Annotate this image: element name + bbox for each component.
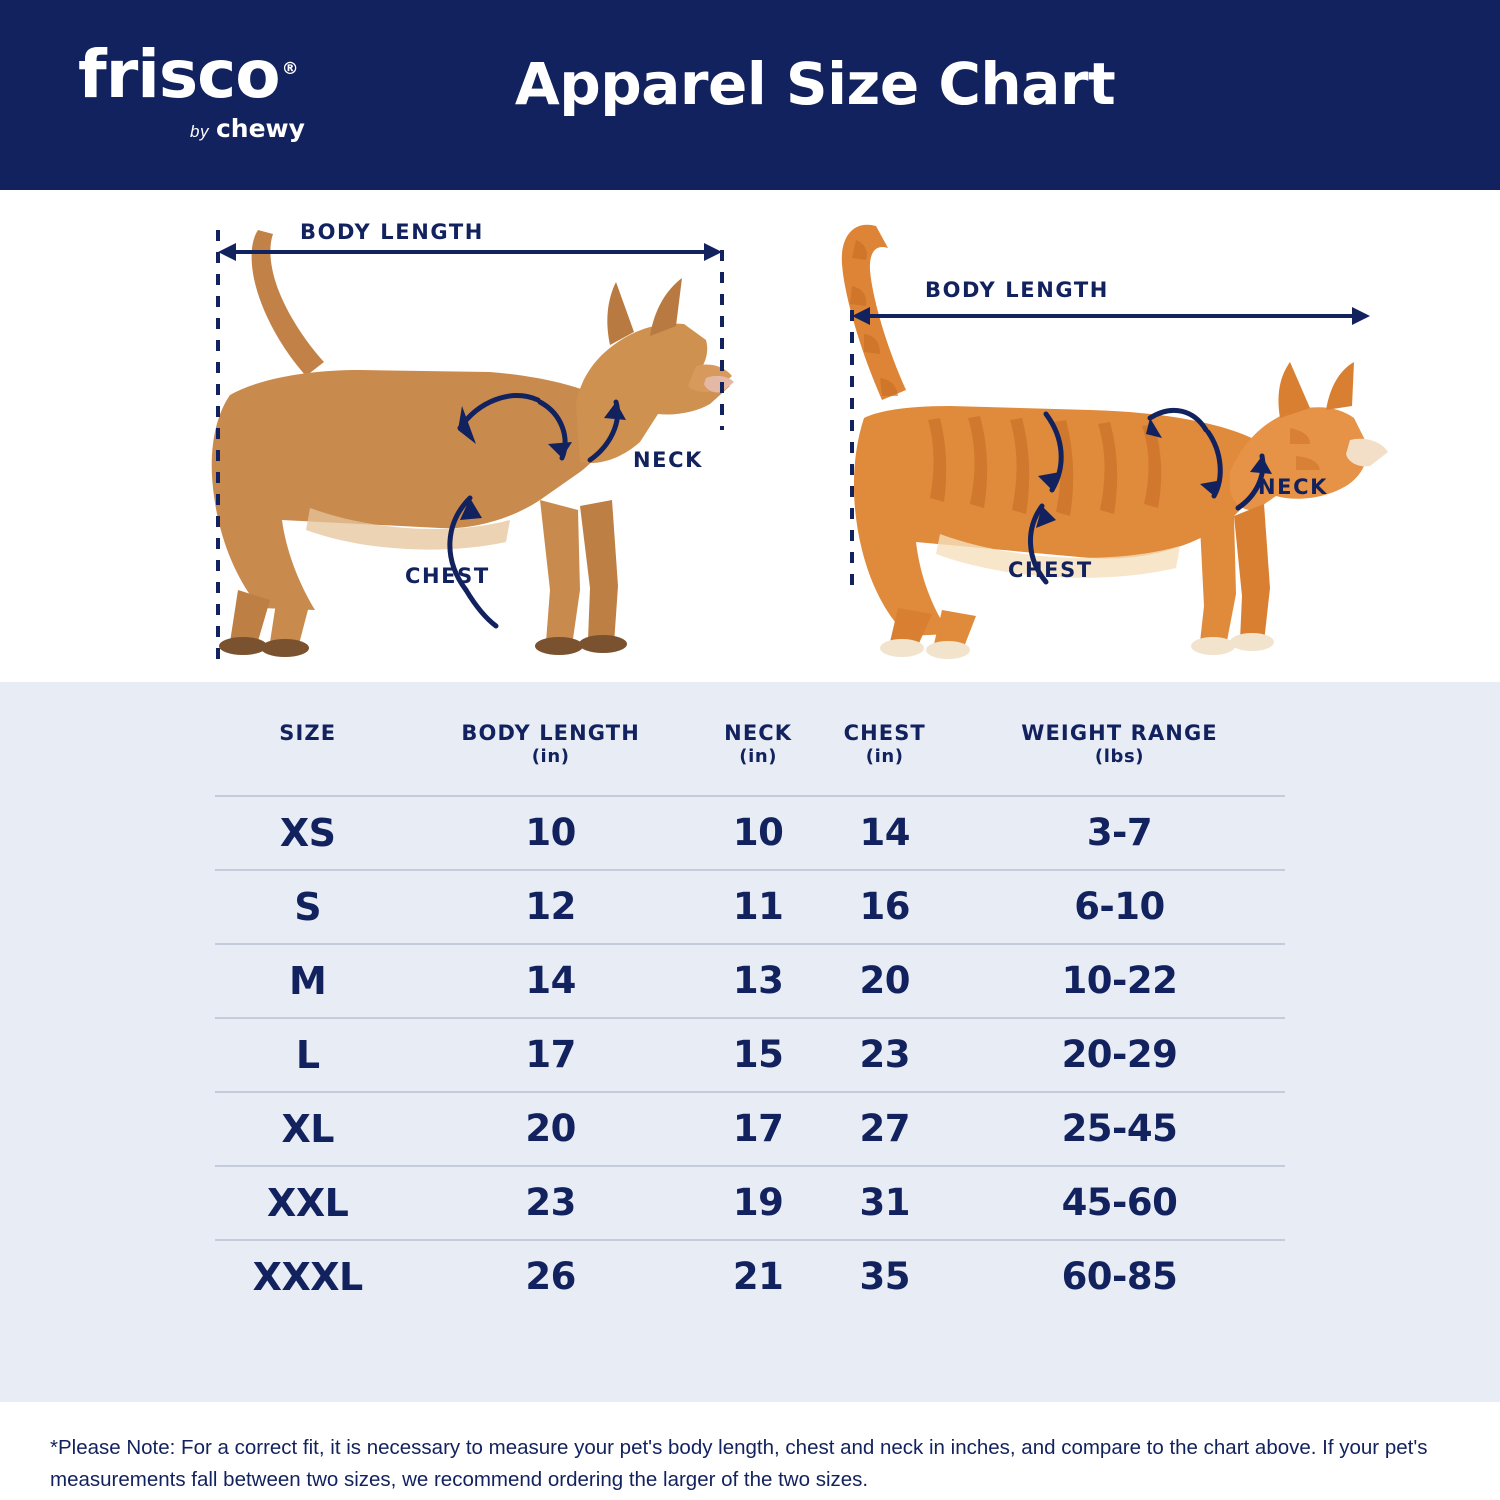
footnote: *Please Note: For a correct fit, it is necessary to measure your pet's body length, chest and neck in inches, and compare to the chart above. If your pet's measurements fall between two sizes, we recommend ordering the larger of the two sizes. bbox=[0, 1402, 1500, 1496]
logo-registered-mark: ® bbox=[281, 59, 298, 79]
cell-body-length: 20 bbox=[400, 1092, 701, 1166]
logo-by-text: by bbox=[190, 122, 209, 141]
table-row bbox=[215, 1018, 1285, 1092]
cell-size: L bbox=[215, 1018, 400, 1092]
cell-chest: 27 bbox=[815, 1092, 954, 1166]
table-row bbox=[215, 1166, 1285, 1240]
cat-figure-svg bbox=[790, 190, 1410, 682]
cell-body-length: 17 bbox=[400, 1018, 701, 1092]
column-unit-weight-range: (lbs) bbox=[1094, 746, 1145, 768]
size-table-section bbox=[0, 682, 1500, 1402]
logo-chewy-text: chewy bbox=[215, 114, 305, 143]
table-row bbox=[215, 870, 1285, 944]
column-header-body-length: BODY LENGTH (in) bbox=[400, 682, 701, 796]
cell-body-length: 23 bbox=[400, 1166, 701, 1240]
measurement-illustrations bbox=[0, 190, 1500, 682]
cell-weight: 20-29 bbox=[954, 1018, 1285, 1092]
cell-neck: 10 bbox=[701, 796, 816, 870]
cell-chest: 16 bbox=[815, 870, 954, 944]
cell-neck: 13 bbox=[701, 944, 816, 1018]
column-unit-chest: (in) bbox=[865, 746, 904, 768]
column-header-weight-range: WEIGHT RANGE (lbs) bbox=[954, 682, 1285, 796]
cell-weight: 3-7 bbox=[954, 796, 1285, 870]
cell-neck: 17 bbox=[701, 1092, 816, 1166]
cell-chest: 35 bbox=[815, 1240, 954, 1313]
table-row bbox=[215, 1240, 1285, 1313]
column-header-chest: CHEST (in) bbox=[815, 682, 954, 796]
cell-weight: 60-85 bbox=[954, 1240, 1285, 1313]
size-table-head bbox=[215, 682, 1285, 796]
cell-size: XS bbox=[215, 796, 400, 870]
cell-body-length: 10 bbox=[400, 796, 701, 870]
cell-body-length: 12 bbox=[400, 870, 701, 944]
dog-illustration bbox=[110, 190, 750, 682]
dog-neck-label: NECK bbox=[633, 448, 704, 472]
table-row bbox=[215, 796, 1285, 870]
cell-size: XL bbox=[215, 1092, 400, 1166]
column-header-neck: NECK (in) bbox=[701, 682, 816, 796]
cell-neck: 21 bbox=[701, 1240, 816, 1313]
cell-size: M bbox=[215, 944, 400, 1018]
cell-neck: 19 bbox=[701, 1166, 816, 1240]
size-table bbox=[215, 682, 1285, 1313]
cell-neck: 15 bbox=[701, 1018, 816, 1092]
size-table-body bbox=[215, 796, 1285, 1313]
cat-chest-label: CHEST bbox=[1008, 558, 1093, 582]
cell-weight: 10-22 bbox=[954, 944, 1285, 1018]
page-header bbox=[0, 0, 1500, 190]
cell-weight: 25-45 bbox=[954, 1092, 1285, 1166]
logo-frisco-text: frisco ® bbox=[78, 36, 298, 113]
cell-size: XXXL bbox=[215, 1240, 400, 1313]
table-row bbox=[215, 1092, 1285, 1166]
column-unit-body-length: (in) bbox=[531, 746, 570, 768]
dog-figure-svg bbox=[110, 190, 750, 682]
cell-chest: 31 bbox=[815, 1166, 954, 1240]
cell-body-length: 26 bbox=[400, 1240, 701, 1313]
cell-chest: 23 bbox=[815, 1018, 954, 1092]
dog-body-length-label: BODY LENGTH bbox=[300, 220, 484, 244]
cell-body-length: 14 bbox=[400, 944, 701, 1018]
cell-chest: 14 bbox=[815, 796, 954, 870]
dog-chest-label: CHEST bbox=[405, 564, 490, 588]
column-unit-neck: (in) bbox=[739, 746, 778, 768]
cell-neck: 11 bbox=[701, 870, 816, 944]
table-row bbox=[215, 944, 1285, 1018]
cell-weight: 6-10 bbox=[954, 870, 1285, 944]
cell-chest: 20 bbox=[815, 944, 954, 1018]
cat-body-length-label: BODY LENGTH bbox=[925, 278, 1109, 302]
table-header-row bbox=[215, 682, 1285, 796]
cell-weight: 45-60 bbox=[954, 1166, 1285, 1240]
logo-by-chewy bbox=[190, 114, 378, 143]
cell-size: XXL bbox=[215, 1166, 400, 1240]
cell-size: S bbox=[215, 870, 400, 944]
cat-illustration bbox=[790, 190, 1410, 682]
page-title: Apparel Size Chart bbox=[514, 50, 1116, 118]
column-header-size: SIZE bbox=[279, 721, 337, 745]
cat-neck-label: NECK bbox=[1258, 475, 1329, 499]
